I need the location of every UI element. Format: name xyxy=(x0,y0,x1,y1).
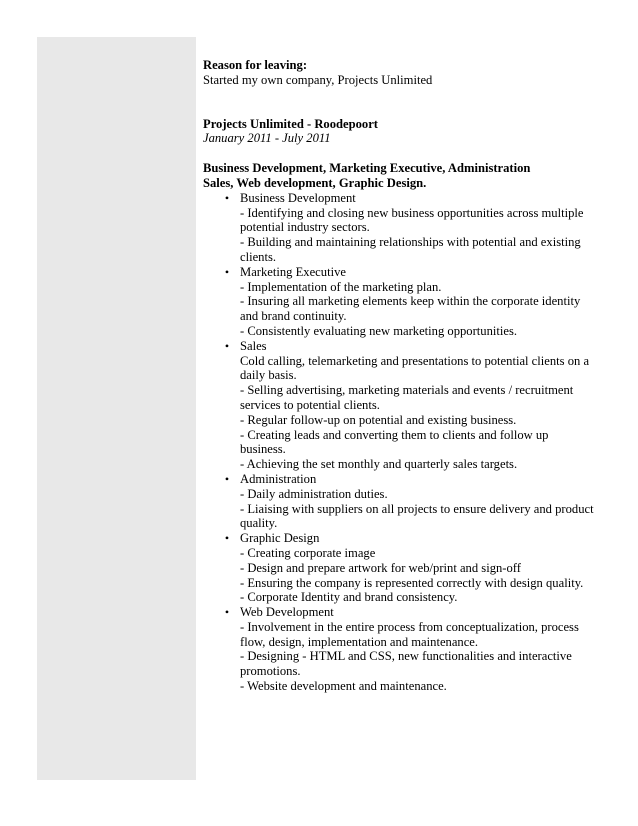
job-title-line-2: Sales, Web development, Graphic Design. xyxy=(203,175,427,190)
section-label: Sales xyxy=(240,338,267,353)
section-detail: - Building and maintaining relationships with potential and existing clients. xyxy=(240,235,581,264)
section-detail: - Consistently evaluating new marketing opportunities. xyxy=(240,323,518,338)
section-detail: - Regular follow-up on potential and existing business. xyxy=(240,412,517,427)
company-name: Projects Unlimited - Roodepoort xyxy=(203,116,378,131)
responsibility-section xyxy=(203,191,603,265)
bullet-icon: • xyxy=(224,471,230,486)
section-detail: - Corporate Identity and brand consistency. xyxy=(240,590,458,605)
section-detail: - Involvement in the entire process from conceptualization, process flow, design, implementation and maintenance. xyxy=(240,619,579,649)
section-detail: - Daily administration duties. xyxy=(240,486,388,501)
bullet-icon: • xyxy=(224,531,230,546)
spacer xyxy=(203,146,603,161)
section-label: Web Development xyxy=(240,605,334,620)
section-detail: - Liaising with suppliers on all projects to ensure delivery and product quality. xyxy=(240,501,594,531)
section-detail: - Implementation of the marketing plan. xyxy=(240,279,442,294)
sidebar-panel xyxy=(37,37,196,780)
section-label: Business Development xyxy=(240,190,356,205)
section-detail: - Designing - HTML and CSS, new functionalities and interactive promotions. xyxy=(240,649,572,679)
section-detail: - Ensuring the company is represented correctly with design quality. xyxy=(240,575,584,590)
section-detail: - Identifying and closing new business opportunities across multiple potential industry sectors. xyxy=(240,205,584,235)
section-detail: - Design and prepare artwork for web/print and sign-off xyxy=(240,560,521,575)
bullet-icon: • xyxy=(224,338,230,353)
responsibilities-list xyxy=(203,191,603,694)
bullet-icon: • xyxy=(224,264,230,279)
reason-text: Started my own company, Projects Unlimited xyxy=(203,72,433,87)
responsibility-section xyxy=(203,265,603,339)
bullet-icon: • xyxy=(224,190,230,205)
section-detail: Cold calling, telemarketing and presentations to potential clients on a daily basis. xyxy=(240,353,590,383)
responsibility-section xyxy=(203,531,603,605)
section-detail: - Website development and maintenance. xyxy=(240,679,447,694)
responsibility-section xyxy=(203,339,603,472)
section-detail: - Creating leads and converting them to clients and follow up business. xyxy=(240,427,549,457)
responsibility-section xyxy=(203,472,603,531)
bullet-icon: • xyxy=(224,605,230,620)
reason-heading: Reason for leaving: xyxy=(203,58,308,72)
section-detail: - Insuring all marketing elements keep within the corporate identity and brand continuity. xyxy=(240,294,581,324)
section-label: Marketing Executive xyxy=(240,264,346,279)
job-title-line-1: Business Development, Marketing Executive, Administration xyxy=(203,161,531,176)
spacer xyxy=(203,88,603,117)
section-detail: - Achieving the set monthly and quarterly sales targets. xyxy=(240,457,518,472)
section-label: Administration xyxy=(240,471,317,486)
section-detail: - Selling advertising, marketing materials and events / recruitment services to potential clients. xyxy=(240,383,574,412)
employment-dates: January 2011 - July 2011 xyxy=(203,131,331,146)
section-label: Graphic Design xyxy=(240,531,320,546)
responsibility-section xyxy=(203,605,603,694)
resume-content xyxy=(203,58,603,694)
section-detail: - Creating corporate image xyxy=(240,545,376,560)
